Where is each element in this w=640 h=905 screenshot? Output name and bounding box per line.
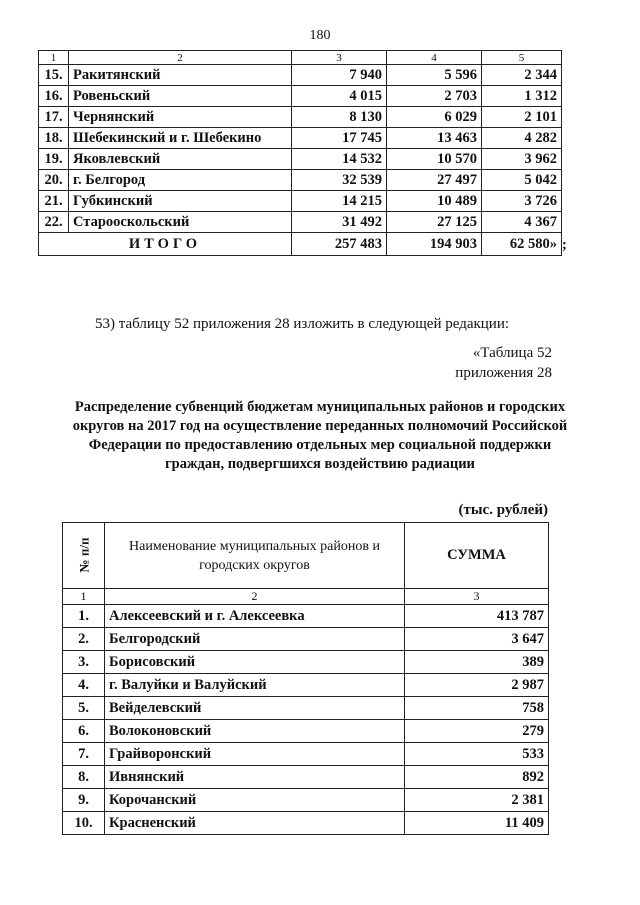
table-row: [63, 743, 549, 766]
district-name: Яковлевский: [69, 149, 292, 170]
row-number: 1.: [63, 605, 105, 628]
total-col5: 62 580»: [482, 233, 562, 256]
total-col3: 257 483: [292, 233, 387, 256]
row-number: 3.: [63, 651, 105, 674]
value-col4: 13 463: [387, 128, 482, 149]
value-col5: 5 042: [482, 170, 562, 191]
units-label: (тыс. рублей): [458, 502, 548, 518]
col-index: 1: [63, 589, 105, 605]
value-col5: 3 726: [482, 191, 562, 212]
table-header-row: [63, 523, 549, 589]
trailing-semicolon: ;: [562, 237, 567, 253]
col-index: 4: [387, 51, 482, 65]
col-index: 1: [39, 51, 69, 65]
row-number: 7.: [63, 743, 105, 766]
sum-value: 758: [405, 697, 549, 720]
page-number: 180: [309, 28, 331, 43]
row-number: 8.: [63, 766, 105, 789]
table-row: [39, 65, 562, 86]
col-name-header: Наименование муниципальных районов и городских округов: [105, 523, 405, 589]
value-col3: 14 215: [292, 191, 387, 212]
district-name: Борисовский: [105, 651, 405, 674]
district-name: Ровеньский: [69, 86, 292, 107]
table-row: [63, 628, 549, 651]
total-row: [39, 233, 562, 256]
table-row: [63, 766, 549, 789]
table-row: [39, 149, 562, 170]
table-row: [63, 812, 549, 835]
value-col5: 2 344: [482, 65, 562, 86]
subvention-table: [62, 522, 549, 835]
district-name: Волоконовский: [105, 720, 405, 743]
row-number: 4.: [63, 674, 105, 697]
value-col5: 2 101: [482, 107, 562, 128]
row-number: 9.: [63, 789, 105, 812]
value-col4: 2 703: [387, 86, 482, 107]
district-name: Ивнянский: [105, 766, 405, 789]
table-row: [63, 605, 549, 628]
value-col5: 1 312: [482, 86, 562, 107]
table-row: [63, 674, 549, 697]
value-col3: 14 532: [292, 149, 387, 170]
table-row: [39, 212, 562, 233]
district-name: Белгородский: [105, 628, 405, 651]
col-index: 2: [69, 51, 292, 65]
sum-value: 413 787: [405, 605, 549, 628]
district-name: Губкинский: [69, 191, 292, 212]
sum-value: 11 409: [405, 812, 549, 835]
value-col4: 10 570: [387, 149, 482, 170]
row-number: 15.: [39, 65, 69, 86]
sum-value: 389: [405, 651, 549, 674]
district-name: Грайворонский: [105, 743, 405, 766]
row-number: 18.: [39, 128, 69, 149]
table-title: Распределение субвенций бюджетам муниципальных районов и городских округов на 2017 год на осуществление переданных полномочий Российской Федерации по предоставлению отдельных мер социальной поддержки граждан, подвергшихся воздействию радиации: [72, 399, 568, 472]
sum-value: 279: [405, 720, 549, 743]
district-name: Корочанский: [105, 789, 405, 812]
district-name: Чернянский: [69, 107, 292, 128]
sum-value: 892: [405, 766, 549, 789]
table-row: [39, 191, 562, 212]
district-name: Старооскольский: [69, 212, 292, 233]
col-index: 3: [292, 51, 387, 65]
value-col4: 10 489: [387, 191, 482, 212]
value-col3: 32 539: [292, 170, 387, 191]
total-label: ИТОГО: [39, 233, 292, 256]
sum-value: 533: [405, 743, 549, 766]
row-number: 16.: [39, 86, 69, 107]
table-caption-line2: приложения 28: [455, 365, 552, 381]
district-name: Алексеевский и г. Алексеевка: [105, 605, 405, 628]
value-col3: 17 745: [292, 128, 387, 149]
col-number-header: № п/п: [63, 523, 105, 589]
table-row: [63, 789, 549, 812]
col-sum-header: СУММА: [405, 523, 549, 589]
column-index-row: [39, 51, 562, 65]
results-table-continued: [38, 50, 562, 256]
column-index-row: [63, 589, 549, 605]
table-row: [63, 720, 549, 743]
table-row: [63, 651, 549, 674]
table-row: [63, 697, 549, 720]
row-number: 17.: [39, 107, 69, 128]
col-index: 3: [405, 589, 549, 605]
value-col4: 27 497: [387, 170, 482, 191]
value-col5: 4 282: [482, 128, 562, 149]
value-col3: 31 492: [292, 212, 387, 233]
value-col3: 7 940: [292, 65, 387, 86]
district-name: Красненский: [105, 812, 405, 835]
value-col5: 4 367: [482, 212, 562, 233]
row-number: 21.: [39, 191, 69, 212]
col-index: 5: [482, 51, 562, 65]
value-col3: 8 130: [292, 107, 387, 128]
district-name: Ракитянский: [69, 65, 292, 86]
table-row: [39, 170, 562, 191]
row-number: 6.: [63, 720, 105, 743]
sum-value: 3 647: [405, 628, 549, 651]
table-row: [39, 107, 562, 128]
row-number: 20.: [39, 170, 69, 191]
table-row: [39, 128, 562, 149]
district-name: г. Белгород: [69, 170, 292, 191]
value-col5: 3 962: [482, 149, 562, 170]
value-col4: 27 125: [387, 212, 482, 233]
total-col4: 194 903: [387, 233, 482, 256]
district-name: Шебекинский и г. Шебекино: [69, 128, 292, 149]
table-row: [39, 86, 562, 107]
amendment-paragraph: 53) таблицу 52 приложения 28 изложить в следующей редакции:: [95, 316, 510, 332]
col-index: 2: [105, 589, 405, 605]
row-number: 5.: [63, 697, 105, 720]
row-number: 2.: [63, 628, 105, 651]
sum-value: 2 381: [405, 789, 549, 812]
row-number: 10.: [63, 812, 105, 835]
value-col4: 6 029: [387, 107, 482, 128]
value-col4: 5 596: [387, 65, 482, 86]
row-number: 22.: [39, 212, 69, 233]
row-number: 19.: [39, 149, 69, 170]
sum-value: 2 987: [405, 674, 549, 697]
district-name: Вейделевский: [105, 697, 405, 720]
district-name: г. Валуйки и Валуйский: [105, 674, 405, 697]
table-caption-line1: «Таблица 52: [472, 345, 552, 361]
value-col3: 4 015: [292, 86, 387, 107]
